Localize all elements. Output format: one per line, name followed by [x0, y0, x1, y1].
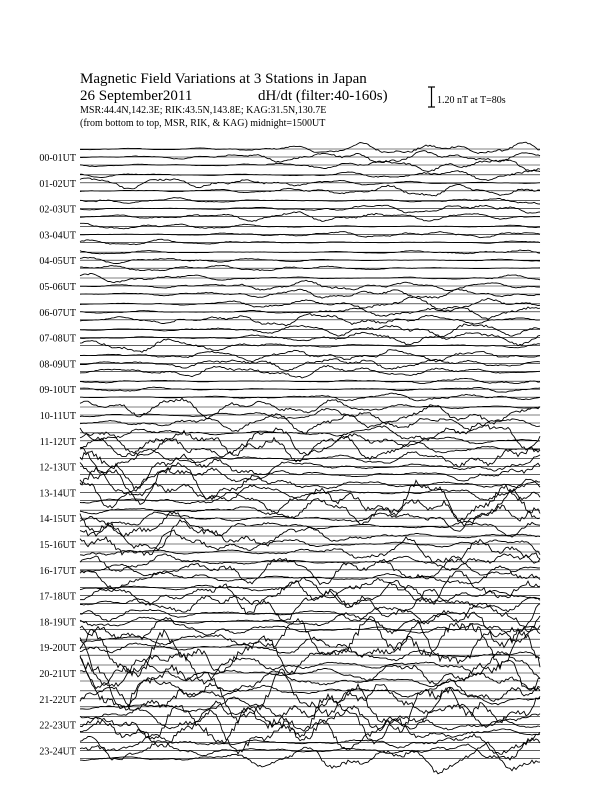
chart-title: Magnetic Field Variations at 3 Stations in Japan — [80, 71, 367, 87]
trace-kag — [80, 671, 540, 710]
row-label: 00-01UT — [39, 153, 76, 164]
row-label: 06-07UT — [39, 307, 76, 319]
chart-date: 26 September2011 — [80, 88, 193, 104]
row-label: 10-11UT — [39, 411, 76, 422]
trace-kag — [80, 467, 540, 504]
trace-rik — [80, 205, 540, 213]
trace-rik — [80, 332, 540, 345]
trace-rik — [80, 530, 540, 555]
row-label: 15-16UT — [39, 540, 76, 551]
row-label: 18-19UT — [39, 617, 76, 629]
trace-rik — [80, 451, 540, 489]
trace-kag — [80, 142, 540, 153]
row-label: 05-06UT — [39, 282, 76, 293]
row-label: 23-24UT — [39, 746, 76, 758]
trace-rik — [80, 387, 540, 392]
row-label: 20-21UT — [39, 669, 76, 680]
row-label: 14-15UT — [39, 514, 76, 526]
scale-bar-icon — [427, 86, 436, 108]
trace-rik — [80, 580, 540, 614]
trace-msr — [80, 289, 540, 298]
trace-kag — [80, 447, 540, 472]
chart-quantity: dH/dt (filter:40-160s) — [258, 88, 388, 104]
row-label: 11-12UT — [39, 436, 76, 448]
row-label: 21-22UT — [39, 694, 76, 706]
trace-msr — [80, 589, 540, 621]
station-order-note: (from bottom to top, MSR, RIK, & KAG) midnight=1500UT — [80, 118, 326, 129]
row-label: 13-14UT — [39, 488, 76, 500]
trace-msr — [80, 160, 540, 172]
row-label: 01-02UT — [39, 178, 76, 190]
row-label: 02-03UT — [39, 204, 76, 216]
row-label: 22-23UT — [39, 720, 76, 732]
row-label-group — [39, 153, 76, 757]
trace-msr — [80, 414, 540, 434]
trace-kag — [80, 170, 540, 180]
trace-kag — [80, 423, 540, 450]
row-label: 08-09UT — [39, 359, 76, 371]
row-label: 04-05UT — [39, 256, 76, 268]
trace-group — [80, 142, 540, 774]
trace-rik — [80, 405, 540, 424]
row-label: 12-13UT — [39, 462, 76, 474]
trace-rik — [80, 556, 540, 585]
trace-rik — [80, 359, 540, 371]
trace-msr — [80, 239, 540, 245]
trace-rik — [80, 151, 540, 163]
row-label: 16-17UT — [39, 565, 76, 577]
trace-kag — [80, 297, 540, 310]
trace-msr — [80, 184, 540, 196]
trace-rik — [80, 280, 540, 290]
scale-label: 1.20 nT at T=80s — [437, 95, 506, 106]
trace-rik — [80, 178, 540, 189]
trace-kag — [80, 223, 540, 229]
row-label: 09-10UT — [39, 385, 76, 397]
row-label: 19-20UT — [39, 643, 76, 655]
station-coordinates: MSR:44.4N,142.3E; RIK:43.5N,143.8E; KAG:31.5N,130.7E — [80, 105, 327, 116]
trace-kag — [80, 694, 540, 737]
row-label: 03-04UT — [39, 230, 76, 242]
trace-kag — [80, 350, 540, 362]
row-label: 17-18UT — [39, 591, 76, 603]
trace-rik — [80, 669, 540, 723]
trace-kag — [80, 324, 540, 337]
trace-rik — [80, 738, 540, 760]
row-label: 07-08UT — [39, 333, 76, 345]
